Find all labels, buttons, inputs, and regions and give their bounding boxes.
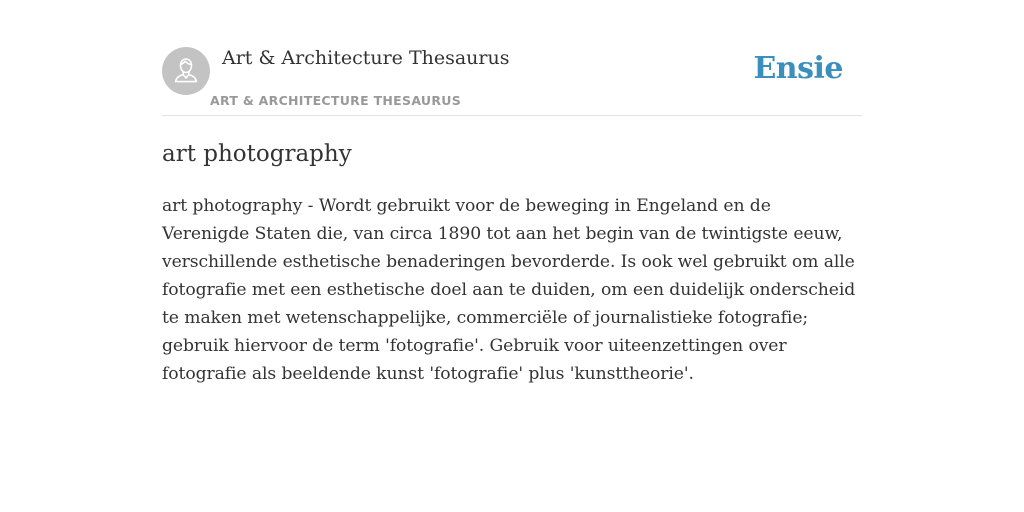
brand-logo[interactable]: Ensie: [753, 51, 843, 86]
entry-header: [162, 0, 862, 116]
source-subtitle[interactable]: ART & ARCHITECTURE THESAURUS: [210, 93, 462, 108]
entry-definition: art photography - Wordt gebruikt voor de beweging in Engeland en de Verenigde Staten die, van circa 1890 tot aan het begin van de twintigste eeuw, verschillende esthetische benaderingen bevorderde. Is ook wel gebruikt om alle fotografie met een esthetische doel aan te duiden, om een duidelijk onderscheid te maken met wetenschappelijke, commerciële of journalistieke fotografie; gebruik hiervoor de term 'fotografie'. Gebruik voor uiteenzettingen over fotografie als beeldende kunst 'fotografie' plus 'kunsttheorie'.: [162, 196, 856, 384]
entry-title: art photography: [162, 141, 352, 167]
source-avatar[interactable]: [162, 47, 210, 95]
source-title[interactable]: Art & Architecture Thesaurus: [222, 47, 510, 69]
user-silhouette-icon: [162, 47, 210, 95]
entry-card: [162, 0, 862, 512]
